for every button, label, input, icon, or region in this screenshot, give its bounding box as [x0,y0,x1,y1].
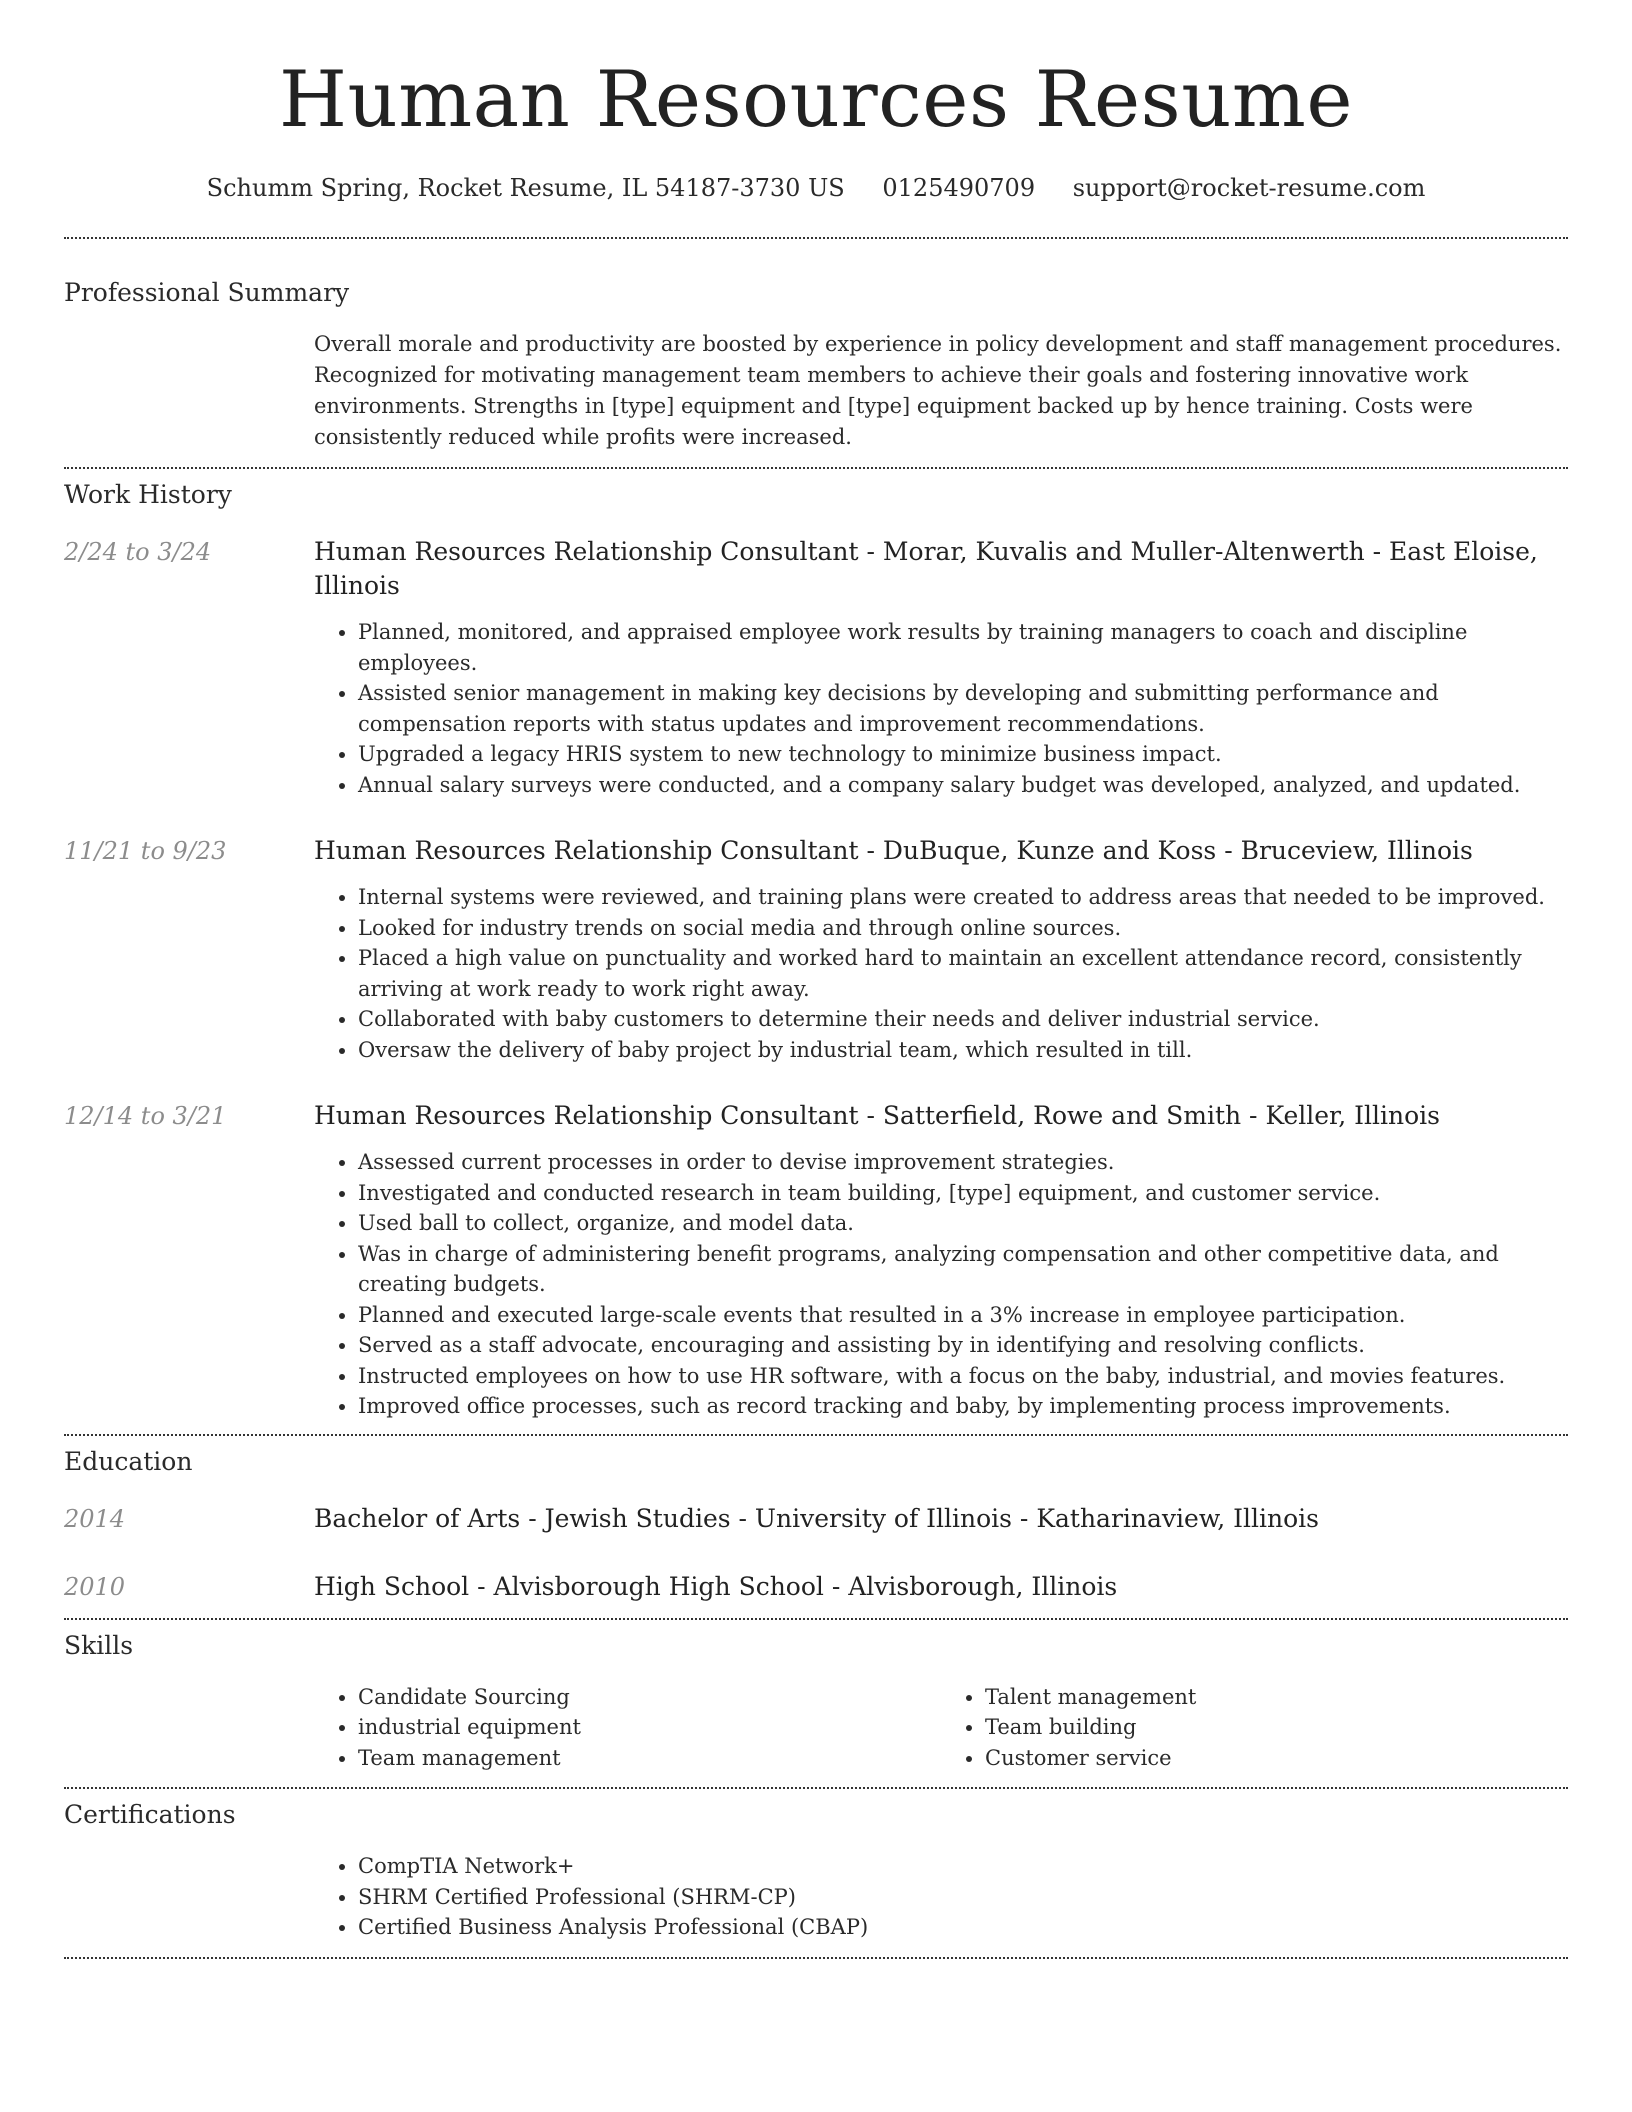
contact-address: Schumm Spring, Rocket Resume, IL 54187-3730 US [206,174,845,202]
job-bullets [314,882,1568,1065]
list-item: • Investigated and conducted research in team building, [type] equipment, and customer service. [358,1178,1568,1209]
certification-item: • CompTIA Network+ [358,1851,1568,1882]
education-entry [64,1570,1568,1604]
certifications-section [64,1789,1568,1957]
section-title-certifications: Certifications [64,1800,236,1829]
contact-line [64,172,1568,204]
certification-item: • SHRM Certified Professional (SHRM-CP) [358,1882,1568,1913]
list-item: • Planned, monitored, and appraised employee work results by training managers to coach and discipline employees. [358,617,1568,678]
list-item: • Assessed current processes in order to devise improvement strategies. [358,1147,1568,1178]
skills-list-right [941,1682,1568,1774]
skills-grid [314,1682,1568,1774]
education-section [64,1436,1568,1618]
contact-phone: 0125490709 [882,174,1036,202]
job-dates: 11/21 to 9/23 [64,837,227,865]
skills-section [64,1620,1568,1788]
list-item: • Internal systems were reviewed, and training plans were created to address areas that needed to be improved. [358,882,1568,913]
list-item: • Served as a staff advocate, encouraging and assisting by in identifying and resolving conflicts. [358,1330,1568,1361]
job-bullets [314,1147,1568,1422]
job-dates: 2/24 to 3/24 [64,538,212,566]
summary-section [64,239,1568,467]
education-heading: Bachelor of Arts - Jewish Studies - University of Illinois - Katharinaview, Illinois [314,1503,1319,1533]
skill-item: • Candidate Sourcing [358,1682,941,1713]
list-item: • Oversaw the delivery of baby project by industrial team, which resulted in till. [358,1035,1568,1066]
list-item: • Instructed employees on how to use HR software, with a focus on the baby, industrial, and movies features. [358,1361,1568,1392]
section-title-summary: Professional Summary [64,278,350,307]
section-title-work-history: Work History [64,480,232,509]
job-bullets [314,617,1568,800]
certifications-list [314,1851,1568,1943]
skill-item: • Team management [358,1743,941,1774]
job-heading: Human Resources Relationship Consultant - Satterfield, Rowe and Smith - Keller, Illinois [314,1101,1440,1130]
job-heading: Human Resources Relationship Consultant - Morar, Kuvalis and Muller-Altenwerth - East Eloise, Illinois [314,537,1538,600]
certifications-body [314,1851,1568,1943]
skill-item: • Customer service [985,1743,1568,1774]
list-item: • Annual salary surveys were conducted, and a company salary budget was developed, analyzed, and updated. [358,770,1568,801]
education-year: 2010 [64,1572,126,1601]
list-item: • Assisted senior management in making key decisions by developing and submitting performance and compensation reports with status updates and improvement recommendations. [358,678,1568,739]
education-heading: High School - Alvisborough High School - Alvisborough, Illinois [314,1571,1118,1601]
education-entry [64,1502,1568,1536]
job-heading: Human Resources Relationship Consultant - DuBuque, Kunze and Koss - Bruceview, Illinois [314,836,1473,865]
skill-item: • Talent management [985,1682,1568,1713]
section-title-education: Education [64,1446,193,1476]
list-item: • Planned and executed large-scale events that resulted in a 3% increase in employee participation. [358,1300,1568,1331]
skill-item: • Team building [985,1712,1568,1743]
list-item: • Was in charge of administering benefit programs, analyzing compensation and other competitive data, and creating budgets. [358,1239,1568,1300]
contact-email: support@rocket-resume.com [1072,174,1426,202]
summary-text: Overall morale and productivity are boosted by experience in policy development and staff management procedures. Recognized for motivating management team members to achieve their goals and fostering innovative work environments. Strengths in [type] equipment and [type] equipment backed up by hence training. Costs were consistently reduced while profits were increased. [314,332,1562,449]
list-item: • Used ball to collect, organize, and model data. [358,1208,1568,1239]
job-entry [64,535,1568,800]
skill-item: • industrial equipment [358,1712,941,1743]
list-item: • Upgraded a legacy HRIS system to new technology to minimize business impact. [358,739,1568,770]
job-entry [64,834,1568,1065]
education-year: 2014 [64,1504,126,1533]
job-dates: 12/14 to 3/21 [64,1102,227,1130]
list-item: • Improved office processes, such as record tracking and baby, by implementing process improvements. [358,1391,1568,1422]
list-item: • Placed a high value on punctuality and worked hard to maintain an excellent attendance record, consistently arriving at work ready to work right away. [358,943,1568,1004]
work-history-section [64,469,1568,1434]
skills-list-left [314,1682,941,1774]
resume-title: Human Resources Resume [278,55,1354,145]
divider [64,1957,1568,1959]
section-title-skills: Skills [64,1630,134,1660]
list-item: • Looked for industry trends on social media and through online sources. [358,913,1568,944]
certification-item: • Certified Business Analysis Professional (CBAP) [358,1912,1568,1943]
job-entry [64,1099,1568,1422]
list-item: • Collaborated with baby customers to determine their needs and deliver industrial service. [358,1004,1568,1035]
